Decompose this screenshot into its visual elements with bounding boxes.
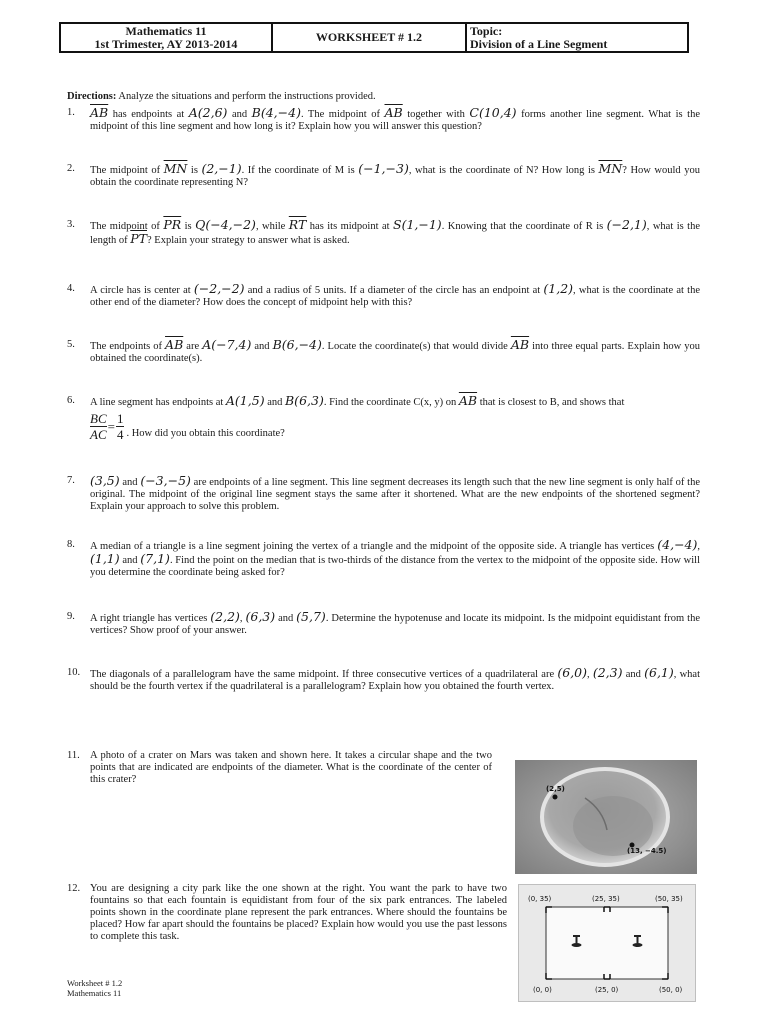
q10-text: and: [622, 669, 645, 680]
point-a: A(−7,4): [202, 337, 252, 352]
q9-text: and: [275, 613, 297, 624]
q9-text: A right triangle has vertices: [90, 613, 211, 624]
segment-rt: $\overline{RT}$: [288, 217, 307, 232]
center-point: (−2,−2): [193, 281, 245, 296]
entrance-label-25-35: (25, 35): [592, 895, 620, 903]
q3-text: has its midpoint at: [306, 221, 394, 232]
question-number: 5.: [67, 339, 75, 350]
vertex-1: (2,2): [210, 609, 240, 624]
point-2: (−3,−5): [140, 473, 191, 488]
equals-sign: =: [107, 418, 115, 434]
question-number: 6.: [67, 395, 75, 406]
question-10: [67, 667, 700, 693]
q6-text: that is closest to B, and shows that: [477, 397, 625, 408]
q7-text: are endpoints of a line segment. This line segment decreases its length such that the new line segment is only half of the original. The midpoint of the original line segment stays the same after it shortened. What are the new endpoints of the shortened segment? Explain your approach to solve this problem.: [90, 477, 700, 512]
question-4: [67, 283, 700, 309]
header-topic-cell: [467, 24, 687, 51]
fraction-numerator: 1: [116, 411, 124, 426]
endpoint: (1,2): [543, 281, 574, 296]
q2-text: . If the coordinate of M is: [241, 165, 359, 176]
question-6: [67, 395, 700, 442]
q4-text: A circle has is center at: [90, 285, 194, 296]
crater-label-2: (13, −4.5): [627, 847, 667, 855]
q5-text: are: [183, 341, 203, 352]
question-5: [67, 339, 700, 365]
directions: [67, 91, 376, 102]
question-1: [67, 107, 700, 133]
point-1: (3,5): [90, 473, 120, 488]
q10-text: , what should be the fourth vertex if the quadrilateral is a parallelogram? Explain how you obtained the fourth vertex.: [90, 669, 701, 692]
q3-text: is: [181, 221, 196, 232]
q10-text: The diagonals of a parallelogram have the same midpoint. If three consecutive vertices of a quadrilateral are: [90, 669, 558, 680]
point-s: S(1,−1): [393, 217, 442, 232]
q1-text: forms another line segment. What is the midpoint of this line segment and how long is it? Explain how you will answer this question?: [90, 109, 700, 132]
vertex-3: (5,7): [296, 609, 326, 624]
q9-text: ,: [239, 613, 246, 624]
fraction-denominator: 4: [116, 427, 124, 442]
q8-text: . Find the point on the median that is two-thirds of the distance from the vertex to the midpoint of the opposite side. How will you determine the coordinate being asked for?: [90, 555, 700, 578]
city-park-diagram: [518, 884, 696, 1002]
entrance-label-0-0: (0, 0): [533, 986, 552, 994]
vertex-3: (6,1): [644, 665, 674, 680]
q1-text: and: [227, 109, 252, 120]
q8-text: A median of a triangle is a line segment joining the vertex of a triangle and the midpoint of the opposite side. A triangle has vertices: [90, 541, 658, 552]
vertex-3: (7,1): [140, 551, 170, 566]
question-number: 4.: [67, 283, 75, 294]
header-subject: Mathematics 11: [125, 24, 207, 38]
question-7: [67, 475, 700, 513]
header-table: [59, 22, 689, 53]
header-worksheet: WORKSHEET # 1.2: [315, 30, 423, 44]
question-11: [67, 750, 492, 786]
question-9: [67, 611, 700, 637]
point-b: B(4,−4): [251, 105, 301, 120]
question-number: 8.: [67, 539, 75, 550]
question-number: 3.: [67, 219, 75, 230]
segment-mn: $\overline{MN}$: [163, 161, 188, 176]
directions-label: Directions:: [67, 91, 117, 102]
point-c: C(10,4): [469, 105, 517, 120]
question-2: [67, 163, 700, 189]
q2-text: , what is the coordinate of N? How long is: [408, 165, 599, 176]
vertex-2: (1,1): [90, 551, 120, 566]
q1-text: has endpoints at: [108, 109, 189, 120]
entrance-label-0-35: (0, 35): [528, 895, 552, 903]
segment-ab: $\overline{AB}$: [510, 337, 530, 352]
segment-ab: $\overline{AB}$: [90, 105, 109, 120]
midpoint: (2,−1): [201, 161, 242, 176]
entrance-label-25-0: (25, 0): [595, 986, 619, 994]
segment-ab: $\overline{AB}$: [458, 393, 478, 408]
q5-text: The endpoints of: [90, 341, 166, 352]
footer-worksheet: Worksheet # 1.2: [67, 978, 123, 988]
directions-text: Analyze the situations and perform the instructions provided.: [116, 91, 376, 102]
question-number: 9.: [67, 611, 75, 622]
fraction-one-fourth: [116, 411, 125, 442]
q6-text: A line segment has endpoints at: [90, 397, 226, 408]
q2-text: is: [187, 165, 202, 176]
crater-image: [515, 760, 697, 874]
q2-text: The midpoint of: [90, 165, 164, 176]
q3-text: , while: [255, 221, 289, 232]
vertex-1: (4,−4): [657, 537, 698, 552]
point-m: (−1,−3): [358, 161, 409, 176]
q7-text: and: [119, 477, 141, 488]
question-8: [67, 539, 700, 579]
segment-mn: $\overline{MN}$: [598, 161, 623, 176]
point-q: Q(−4,−2): [195, 217, 256, 232]
point-b: B(6,−4): [272, 337, 322, 352]
header-worksheet-cell: [273, 24, 467, 51]
point-a: A(1,5): [225, 393, 265, 408]
q11-text: A photo of a crater on Mars was taken and shown here. It takes a circular shape and the two points that are indicated are endpoints of the diameter. What is the coordinate of the center of this crater?: [90, 750, 492, 785]
q8-text: ,: [697, 541, 700, 552]
vertex-1: (6,0): [557, 665, 587, 680]
segment-ab: $\overline{AB}$: [165, 337, 184, 352]
q1-text: together with: [402, 109, 470, 120]
q6-text: . Find the coordinate C(x, y) on: [323, 397, 459, 408]
q1-text: . The midpoint of: [300, 109, 385, 120]
q3-text: The midpoint of: [90, 221, 164, 232]
q5-text: . Locate the coordinate(s) that would divide: [321, 341, 511, 352]
fraction-denominator: AC: [90, 427, 107, 442]
q9-text: . Determine the hypotenuse and locate its midpoint. Is the midpoint equidistant from the vertices? Show proof of your answer.: [90, 613, 700, 636]
question-number: 10.: [67, 667, 81, 678]
q6-text: . How did you obtain this coordinate?: [126, 427, 285, 439]
question-number: 11.: [67, 750, 80, 761]
point-b: B(6,3): [285, 393, 324, 408]
entrance-label-50-35: (50, 35): [655, 895, 683, 903]
point-r: (−2,1): [606, 217, 647, 232]
question-number: 1.: [67, 107, 75, 118]
question-3: [67, 219, 700, 247]
q10-text: ,: [586, 669, 593, 680]
header-topic: Division of a Line Segment: [470, 37, 608, 51]
q5-text: into three equal parts. Explain how you obtained the coordinate(s).: [90, 341, 701, 364]
question-number: 7.: [67, 475, 75, 486]
mars-crater-photo: [515, 760, 697, 874]
crater-point-1: [553, 795, 558, 800]
point-a: A(2,6): [188, 105, 228, 120]
header-subject-cell: [61, 24, 273, 51]
q3-text: , what is the length of: [90, 221, 700, 246]
footer-subject: Mathematics 11: [67, 988, 122, 998]
q12-text: You are designing a city park like the one shown at the right. You want the park to have two fountains so that each fountain is equidistant from four of the six park entrances. The labeled points shown in the coordinate plane represent the park entrances. Where should the fountains be placed? How far apart should the fountains be placed? Explain how would you use the past lessons to complete this task.: [90, 883, 507, 942]
header-term: 1st Trimester, AY 2013-2014: [94, 37, 238, 51]
question-number: 2.: [67, 163, 75, 174]
segment-ab: $\overline{AB}$: [384, 105, 403, 120]
fraction-bc-ac: [90, 411, 107, 442]
q5-text: and: [251, 341, 273, 352]
vertex-2: (6,3): [245, 609, 276, 624]
fraction-numerator: BC: [90, 411, 107, 426]
crater-label-1: (2,5): [546, 785, 565, 793]
q6-text: and: [264, 397, 285, 408]
question-number: 12.: [67, 883, 81, 894]
segment-pr: $\overline{PR}$: [163, 217, 182, 232]
header-topic-label: Topic:: [470, 24, 503, 38]
q4-text: and a radius of 5 units. If a diameter of the circle has an endpoint at: [244, 285, 544, 296]
q4-text: , what is the coordinate at the other end of the diameter? How does the concept of midpoint help with this?: [90, 285, 700, 308]
ratio-equation: [90, 411, 700, 442]
vertex-2: (2,3): [592, 665, 623, 680]
footer: [67, 978, 122, 998]
entrance-label-50-0: (50, 0): [659, 986, 683, 994]
q2-text: ? How would you obtain the coordinate representing N?: [90, 165, 700, 188]
q3-text: ? Explain your strategy to answer what is asked.: [147, 235, 350, 246]
question-12: [67, 883, 507, 943]
q3-text: . Knowing that the coordinate of R is: [441, 221, 607, 232]
q8-text: and: [119, 555, 141, 566]
segment-pt: $\overline{PT}$: [130, 231, 147, 246]
